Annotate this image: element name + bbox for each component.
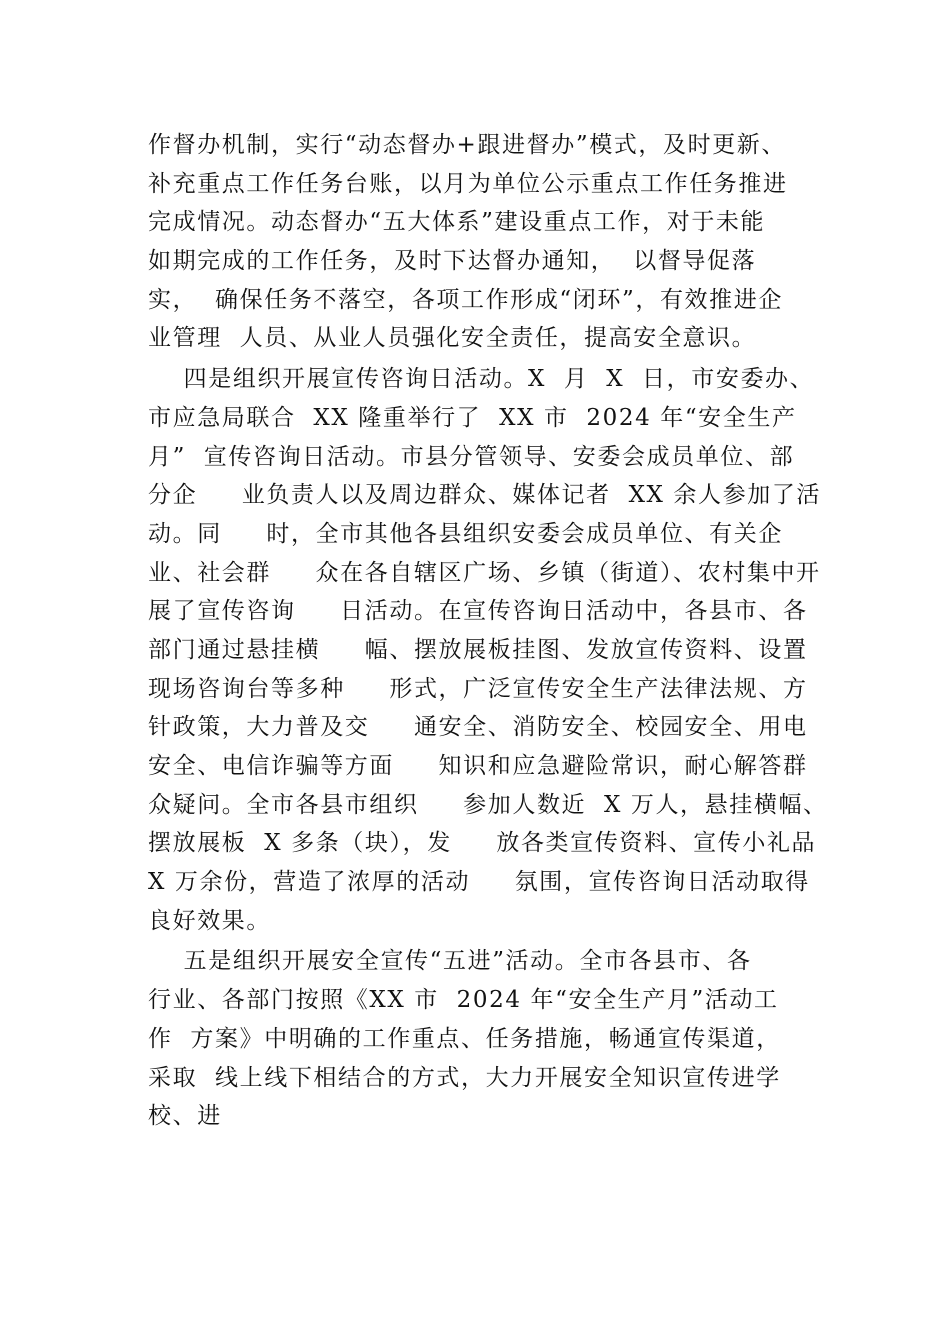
text-line: 安全、电信诈骗等方面 知识和应急避险常识，耐心解答群	[148, 753, 808, 779]
text-line: 如期完成的工作任务，及时下达督办通知， 以督导促落	[148, 248, 757, 275]
text-line: X 万余份，营造了浓厚的活动 氛围，宣传咨询日活动取得	[148, 869, 810, 896]
text-line: 业管理 人员、从业人员强化安全责任，提高安全意识。	[148, 325, 757, 352]
text-line: 采取 线上线下相结合的方式，大力开展安全知识宣传进学	[148, 1064, 781, 1091]
text-line: 分企 业负责人以及周边群众、媒体记者 XX 余人参加了活	[148, 482, 822, 509]
text-line: 作督办机制，实行“动态督办+跟进督办”模式，及时更新、	[148, 132, 786, 158]
text-line: 摆放展板 X 多条（块），发 放各类宣传资料、宣传小礼品	[148, 830, 817, 857]
text-line: 作 方案》中明确的工作重点、任务措施，畅通宣传渠道，	[148, 1025, 781, 1052]
body-text	[148, 126, 828, 1136]
text-line: 实， 确保任务不落空，各项工作形成“闭环”，有效推进企	[148, 286, 783, 313]
paragraph-start-line: 四是组织开展宣传咨询日活动。X 月 X 日，市安委办、	[148, 366, 815, 393]
text-line: 现场咨询台等多种 形式，广泛宣传安全生产法律法规、方	[148, 675, 808, 702]
text-line: 动。同 时，全市其他各县组织安委会成员单位、有关企	[148, 520, 783, 547]
text-line: 校、进	[148, 1103, 222, 1130]
text-line: 补充重点工作任务台账，以月为单位公示重点工作任务推进	[148, 170, 788, 197]
text-line: 业、社会群 众在各自辖区广场、乡镇（街道）、农村集中开	[148, 559, 821, 586]
text-line: 行业、各部门按照《XX 市 2024 年“安全生产月”活动工	[148, 987, 779, 1014]
text-line: 市应急局联合 XX 隆重举行了 XX 市 2024 年“安全生产	[148, 404, 797, 431]
text-line: 部门通过悬挂横 幅、摆放展板挂图、发放宣传资料、设置	[148, 636, 808, 663]
text-line: 展了宣传咨询 日活动。在宣传咨询日活动中，各县市、各	[148, 598, 808, 625]
text-line: 完成情况。动态督办“五大体系”建设重点工作，对于未能	[148, 209, 766, 236]
text-line: 针政策，大力普及交 通安全、消防安全、校园安全、用电	[148, 714, 808, 741]
text-line: 众疑问。全市各县市组织 参加人数近 X 万人，悬挂横幅、	[148, 791, 828, 818]
text-line: 月” 宣传咨询日活动。市县分管领导、安委会成员单位、部	[148, 443, 795, 470]
paragraph-start-line: 五是组织开展安全宣传“五进”活动。全市各县市、各	[148, 948, 752, 975]
text-line: 良好效果。	[148, 907, 271, 934]
